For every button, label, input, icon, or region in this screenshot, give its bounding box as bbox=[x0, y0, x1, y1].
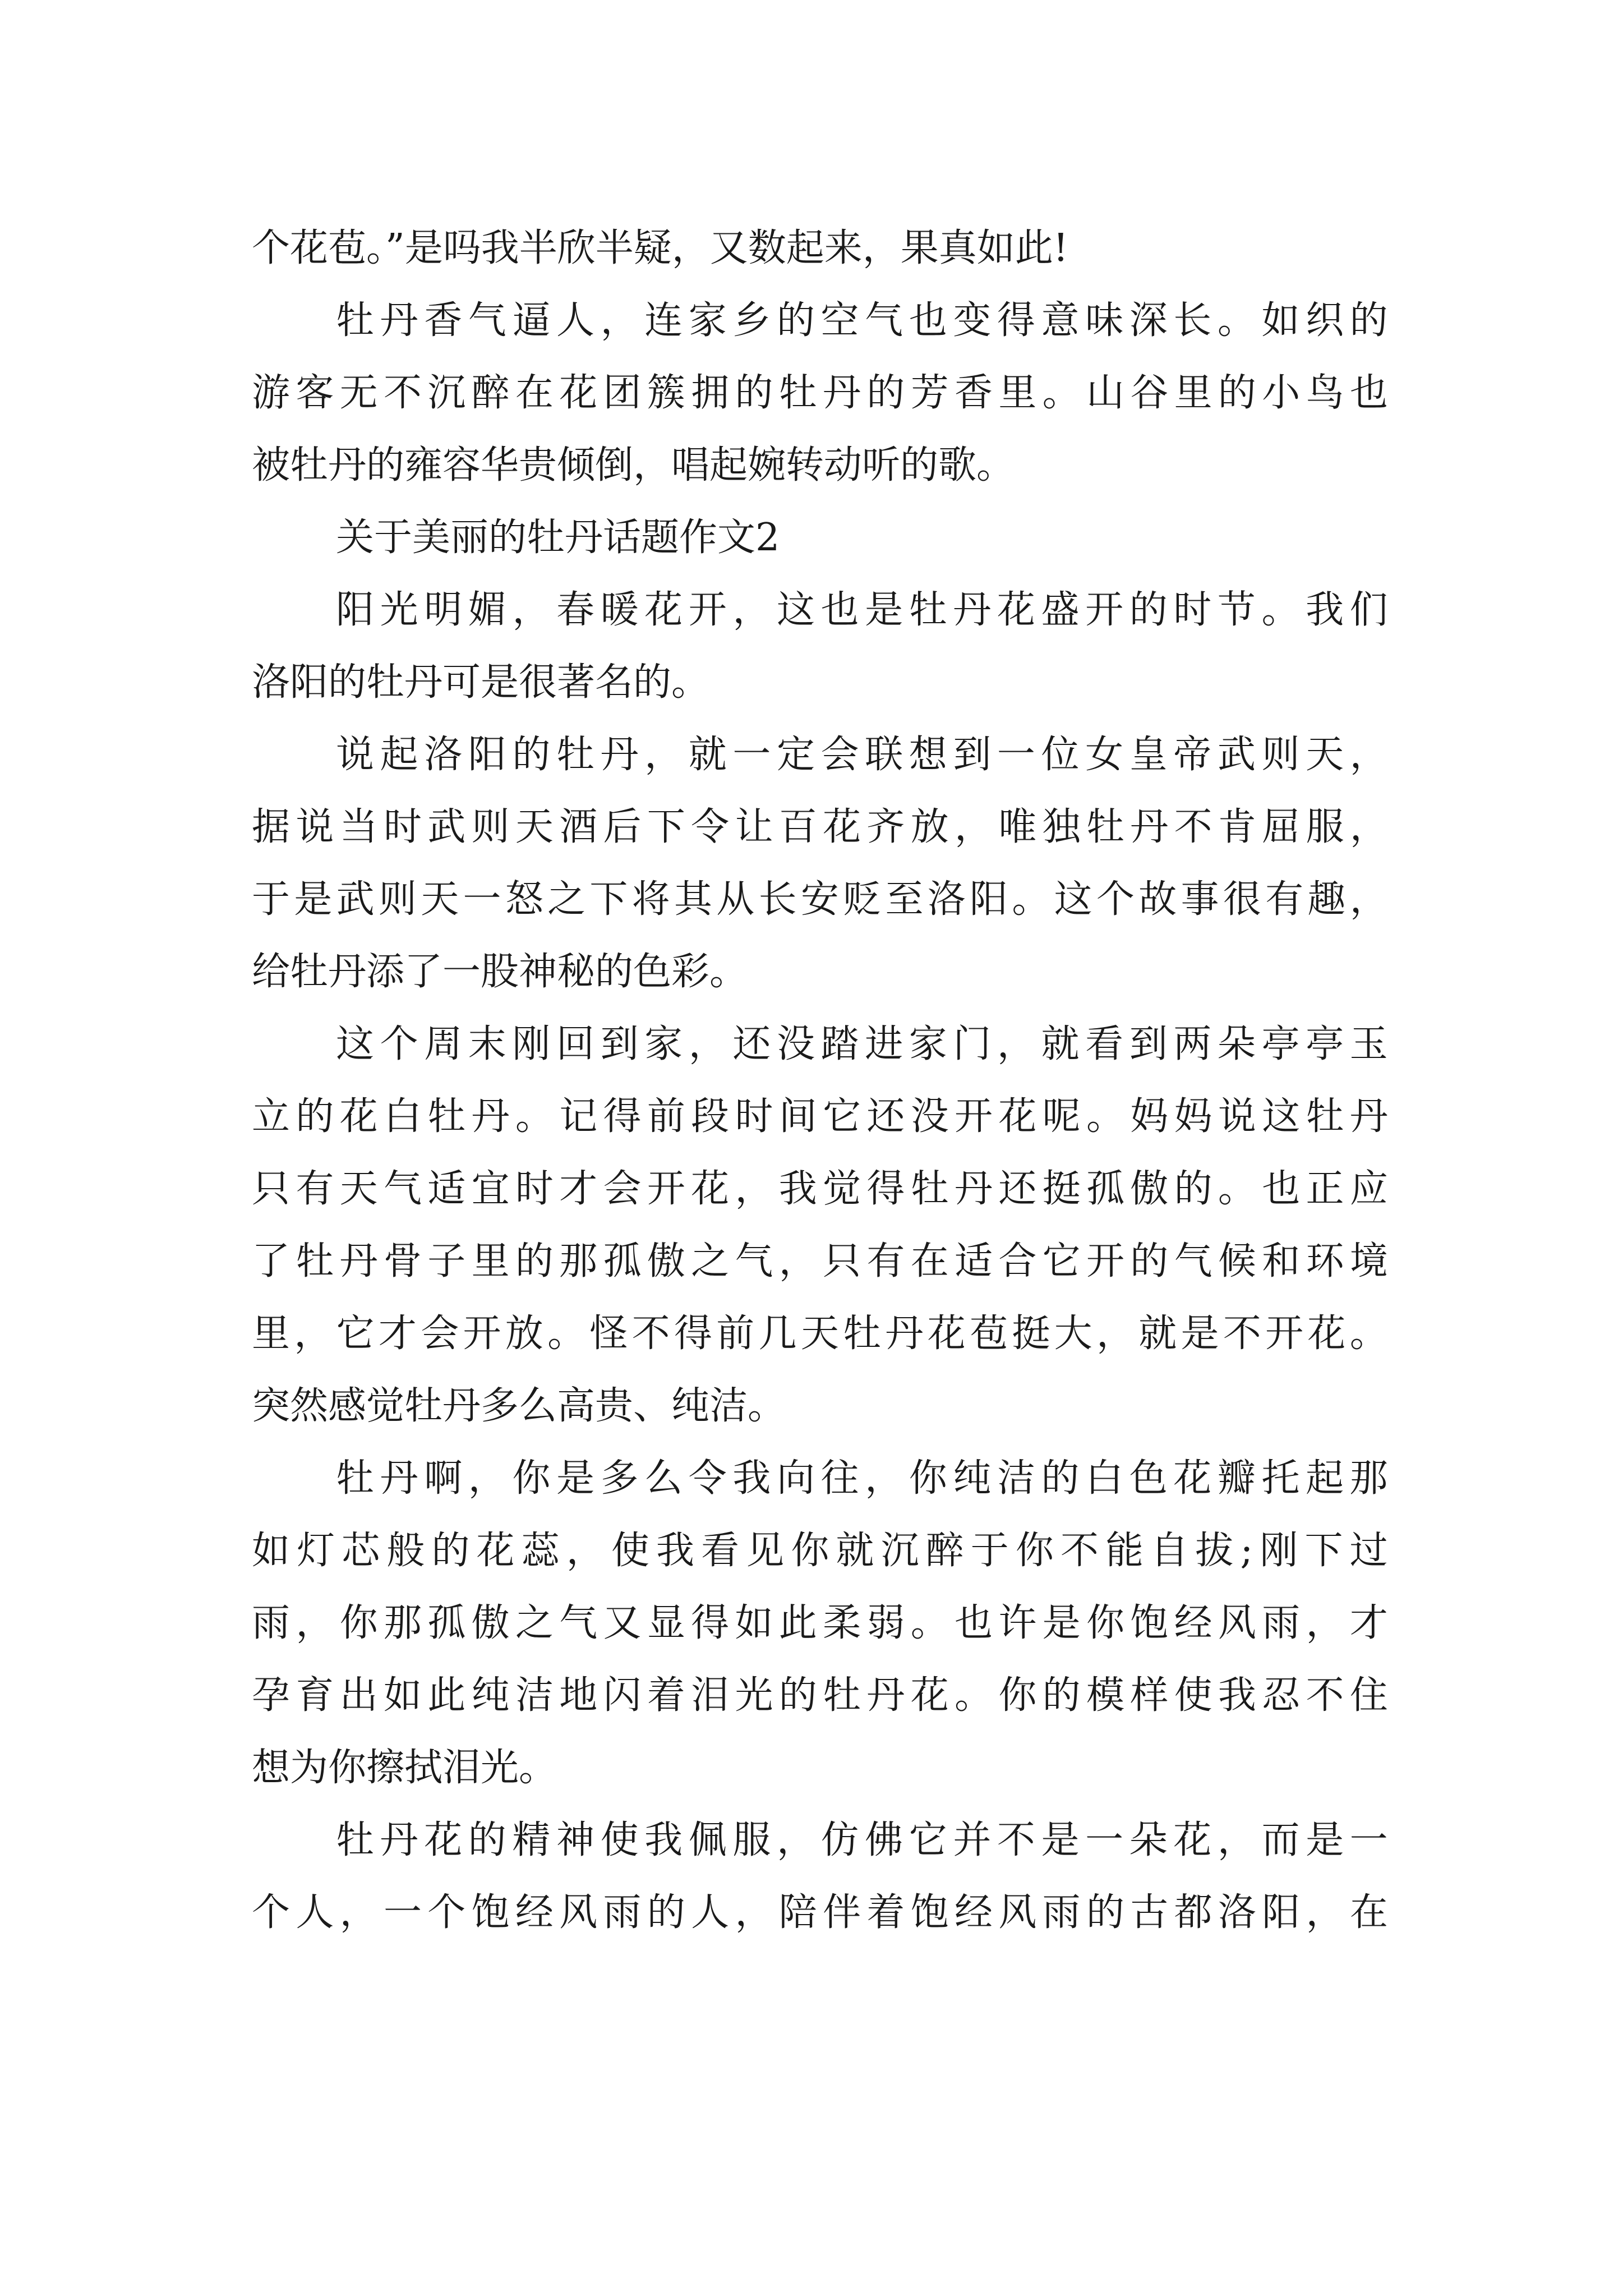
text-line: 只 有 天 气 适 宜 时 才 会 开 花 ， 我 觉 得 牡 丹 还 挺 孤 傲 的 。 也 正 应 bbox=[252, 1167, 1388, 1211]
text-line: 个 人 ， 一 个 饱 经 风 雨 的 人 ， 陪 伴 着 饱 经 风 雨 的 古 都 洛 阳 ， 在 bbox=[252, 1890, 1388, 1935]
text-line: 如 灯 芯 般 的 花 蕊 ， 使 我 看 见 你 就 沉 醉 于 你 不 能 自 拔 ; 刚 下 过 bbox=[252, 1529, 1388, 1573]
paragraph bbox=[252, 1008, 1388, 1442]
text-line: 阳 光 明 媚 ， 春 暖 花 开 ， 这 也 是 牡 丹 花 盛 开 的 时 节 。 我 们 bbox=[336, 588, 1388, 632]
text-line: 牡 丹 香 气 逼 人 ， 连 家 乡 的 空 气 也 变 得 意 味 深 长 。 如 织 的 bbox=[336, 298, 1388, 343]
text-line: 孕 育 出 如 此 纯 洁 地 闪 着 泪 光 的 牡 丹 花 。 你 的 模 样 使 我 忍 不 住 bbox=[252, 1673, 1388, 1718]
paragraph bbox=[252, 574, 1388, 719]
text-line: 牡 丹 啊 ， 你 是 多 么 令 我 向 往 ， 你 纯 洁 的 白 色 花 瓣 托 起 那 bbox=[336, 1456, 1388, 1501]
text-line: 被牡丹的雍容华贵倾倒，唱起婉转动听的歌。 bbox=[252, 443, 1015, 487]
text-line: 据 说 当 时 武 则 天 酒 后 下 令 让 百 花 齐 放 ， 唯 独 牡 丹 不 肯 屈 服 ， bbox=[252, 805, 1388, 849]
text-line: 了 牡 丹 骨 子 里 的 那 孤 傲 之 气 ， 只 有 在 适 合 它 开 的 气 候 和 环 境 bbox=[252, 1239, 1388, 1283]
text-line: 这 个 周 末 刚 回 到 家 ， 还 没 踏 进 家 门 ， 就 看 到 两 朵 亭 亭 玉 bbox=[336, 1022, 1388, 1066]
text-line: 洛阳的牡丹可是很著名的。 bbox=[252, 660, 710, 705]
text-line: 关于美丽的牡丹话题作文2 bbox=[336, 516, 780, 560]
text-line: 游 客 无 不 沉 醉 在 花 团 簇 拥 的 牡 丹 的 芳 香 里 。 山 谷 里 的 小 鸟 也 bbox=[252, 371, 1388, 415]
text-line: 给牡丹添了一股神秘的色彩。 bbox=[252, 950, 748, 994]
paragraph bbox=[252, 1442, 1388, 1804]
text-line: 雨 ， 你 那 孤 傲 之 气 又 显 得 如 此 柔 弱 。 也 许 是 你 饱 经 风 雨 ， 才 bbox=[252, 1601, 1388, 1645]
text-line: 立 的 花 白 牡 丹 。 记 得 前 段 时 间 它 还 没 开 花 呢 。 妈 妈 说 这 牡 丹 bbox=[252, 1094, 1388, 1139]
text-line: 于 是 武 则 天 一 怒 之 下 将 其 从 长 安 贬 至 洛 阳 。 这 个 故 事 很 有 趣 ， bbox=[252, 877, 1388, 922]
text-line: 说 起 洛 阳 的 牡 丹 ， 就 一 定 会 联 想 到 一 位 女 皇 帝 武 则 天 ， bbox=[336, 733, 1388, 777]
paragraph bbox=[252, 212, 1388, 284]
paragraph bbox=[252, 719, 1388, 1008]
text-line: 突然感觉牡丹多么高贵、纯洁。 bbox=[252, 1384, 786, 1428]
section-heading bbox=[252, 501, 1388, 574]
text-line: 个花苞。”是吗我半欣半疑，又数起来，果真如此! bbox=[252, 226, 1069, 270]
text-line: 牡 丹 花 的 精 神 使 我 佩 服 ， 仿 佛 它 并 不 是 一 朵 花 ， 而 是 一 bbox=[336, 1818, 1388, 1862]
paragraph bbox=[252, 1804, 1388, 1949]
text-line: 想为你擦拭泪光。 bbox=[252, 1746, 557, 1790]
paragraph bbox=[252, 284, 1388, 501]
text-line: 里 ， 它 才 会 开 放 。 怪 不 得 前 几 天 牡 丹 花 苞 挺 大 ， 就 是 不 开 花 。 bbox=[252, 1312, 1388, 1356]
document-body bbox=[252, 212, 1388, 1949]
